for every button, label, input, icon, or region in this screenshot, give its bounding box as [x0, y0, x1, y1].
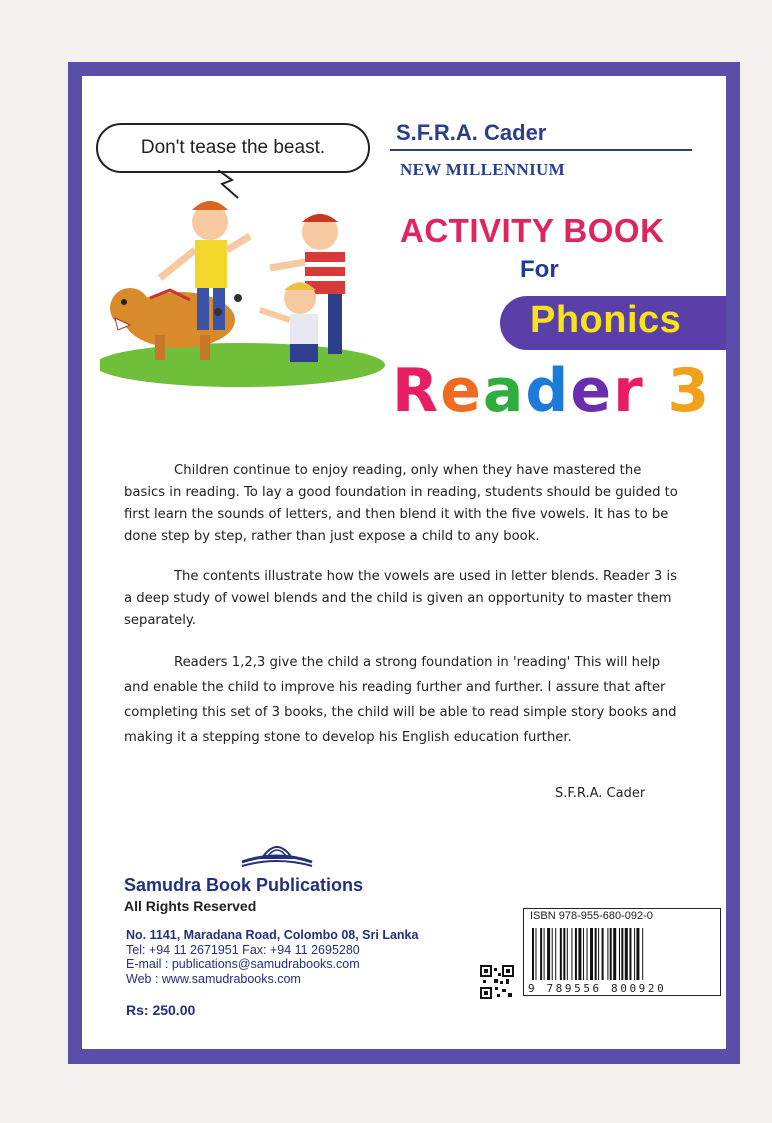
barcode-bar: [607, 928, 608, 980]
barcode-bar: [547, 928, 550, 980]
reader-title-letter: a: [482, 356, 526, 426]
description-paragraph-1: Children continue to enjoy reading, only when they have mastered the basics in reading. To lay a good foundation in reading, students should be guided to first learn the sounds of letters, and then blend it with the five vowels. It has to be done step by step, rather than just expose a child to any book.: [124, 463, 678, 544]
qr-code-icon: [480, 965, 514, 999]
barcode-bar: [636, 928, 639, 980]
description: [124, 460, 684, 768]
speech-bubble-text: Don't tease the beast.: [140, 137, 326, 158]
cartoon-illustration: [100, 180, 390, 390]
reader-title-letter: R: [392, 356, 441, 426]
reader-title-letter: e: [570, 356, 614, 426]
author-underline: [390, 149, 692, 151]
barcode-bar: [619, 928, 620, 980]
barcode-bar: [555, 928, 556, 980]
for-label: For: [520, 256, 559, 283]
reader-title-letter: 3: [667, 356, 712, 426]
barcode-bar: [571, 928, 572, 980]
barcode-bar: [602, 928, 604, 980]
price: Rs: 250.00: [126, 1002, 196, 1018]
rights-notice: All Rights Reserved: [124, 898, 257, 914]
barcode-bar: [587, 928, 588, 980]
barcode-bar: [560, 928, 562, 980]
barcode-bar: [629, 928, 631, 980]
barcode-bar: [532, 928, 534, 980]
publisher-logo: [232, 832, 322, 872]
series-name: NEW MILLENNIUM: [400, 160, 565, 179]
barcode-bar: [625, 928, 628, 980]
isbn-digits: 9 789556 800920: [528, 982, 667, 995]
book-heading: ACTIVITY BOOK: [400, 212, 665, 249]
barcode-bar: [583, 928, 584, 980]
barcode-bar: [590, 928, 593, 980]
barcode-bar: [552, 928, 553, 980]
description-paragraph-2: The contents illustrate how the vowels are used in letter blends. Reader 3 is a deep study of vowel blends and the child is given an opportunity to master them separately.: [124, 569, 677, 628]
barcode-bar: [544, 928, 545, 980]
barcode-bar: [595, 928, 597, 980]
barcode-bar: [613, 928, 616, 980]
barcode-bar: [642, 928, 643, 980]
signature: S.F.R.A. Cader: [555, 786, 646, 801]
barcode-bar: [567, 928, 568, 980]
reader-title-letter: [645, 356, 668, 426]
speech-bubble: [96, 123, 370, 173]
barcode-bar: [610, 928, 612, 980]
barcode-bar: [578, 928, 581, 980]
reader-title: [392, 356, 711, 426]
barcode-bar: [563, 928, 565, 980]
author-name: S.F.R.A. Cader: [396, 120, 547, 145]
barcode-bar: [621, 928, 623, 980]
reader-title-letter: e: [440, 356, 483, 426]
publisher-phone: Tel: +94 11 2671951 Fax: +94 11 2695280: [126, 942, 360, 957]
speech-bubble-tail: [212, 170, 252, 200]
reader-title-letter: r: [613, 356, 645, 426]
isbn-label: ISBN 978-955-680-092-0: [530, 910, 653, 922]
publisher-contact: [126, 928, 418, 986]
barcode-bar: [634, 928, 635, 980]
barcode-icon: [532, 928, 714, 980]
barcode-bar: [535, 928, 536, 980]
reader-title-letter: d: [525, 356, 571, 426]
barcode-bar: [575, 928, 577, 980]
publisher-email: E-mail : publications@samudrabooks.com: [126, 957, 360, 971]
subject-title: Phonics: [530, 299, 682, 341]
barcode-bar: [598, 928, 599, 980]
publisher-address: No. 1141, Maradana Road, Colombo 08, Sri Lanka: [126, 928, 419, 942]
publisher-name: Samudra Book Publications: [124, 875, 364, 895]
publisher-web: Web : www.samudrabooks.com: [126, 971, 301, 986]
barcode-bar: [540, 928, 542, 980]
description-paragraph-3: Readers 1,2,3 give the child a strong foundation in 'reading' This will help and enable the child to improve his reading further and further. I assure that after completing this set of 3 books, the child will be able to read simple story books and making it a stepping stone to develop his English education further.: [124, 655, 677, 745]
